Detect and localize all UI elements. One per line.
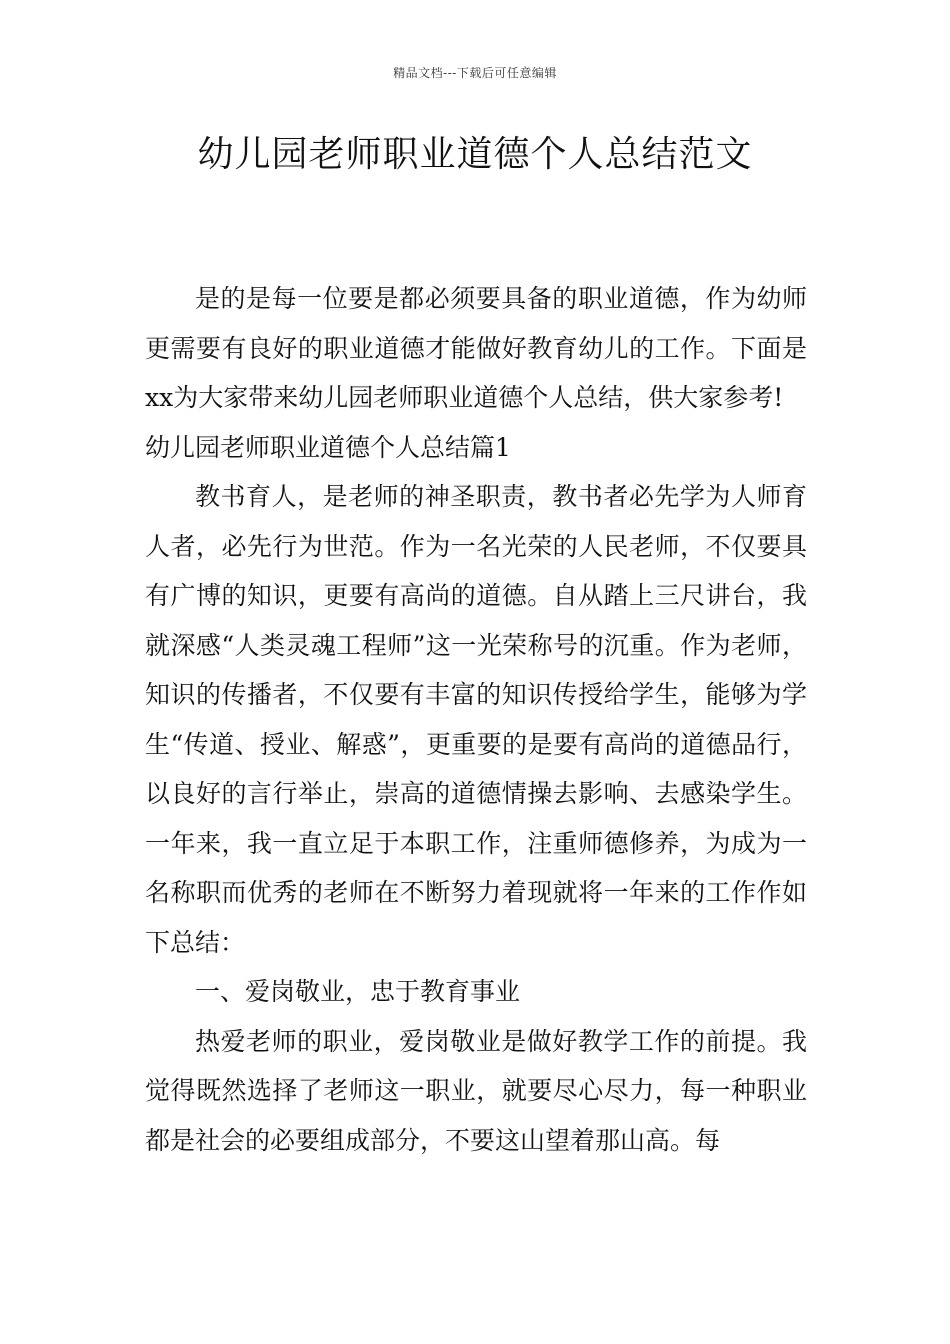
body-paragraph: 教书育人，是老师的神圣职责，教书者必先学为人师育人者，必先行为世范。作为一名光荣的人民老师，不仅要具有广博的知识，更要有高尚的道德。自从踏上三尺讲台，我就深感“人类灵魂工程师”这一光荣称号的沉重。作为老师，知识的传播者，不仅要有丰富的知识传授给学生，能够为学生“传道、授业、解惑”，更重要的是要有高尚的道德品行，以良好的言行举止，崇高的道德情操去影响、去感染学生。一年来，我一直立足于本职工作，注重师德修养，为成为一名称职而优秀的老师在不断努力着现就将一年来的工作作如下总结： <box>145 482 807 957</box>
header-note: 精品文档---下载后可任意编辑 <box>393 66 557 80</box>
subsection-heading: 一、爱岗敬业，忠于教育事业 <box>195 977 521 1006</box>
body-paragraph: 热爱老师的职业，爱岗敬业是做好教学工作的前提。我觉得既然选择了老师这一职业，就要尽心尽力，每一种职业都是社会的必要组成部分，不要这山望着那山高。每 <box>145 1026 807 1155</box>
section-heading: 幼儿园老师职业道德个人总结篇1 <box>145 432 511 462</box>
intro-paragraph: 是的是每一位要是都必须要具备的职业道德，作为幼师更需要有良好的职业道德才能做好教育幼儿的工作。下面是xx为大家带来幼儿园老师职业道德个人总结，供大家参考! <box>145 284 807 412</box>
document-title: 幼儿园老师职业道德个人总结范文 <box>197 134 753 175</box>
document-body <box>145 274 807 1165</box>
